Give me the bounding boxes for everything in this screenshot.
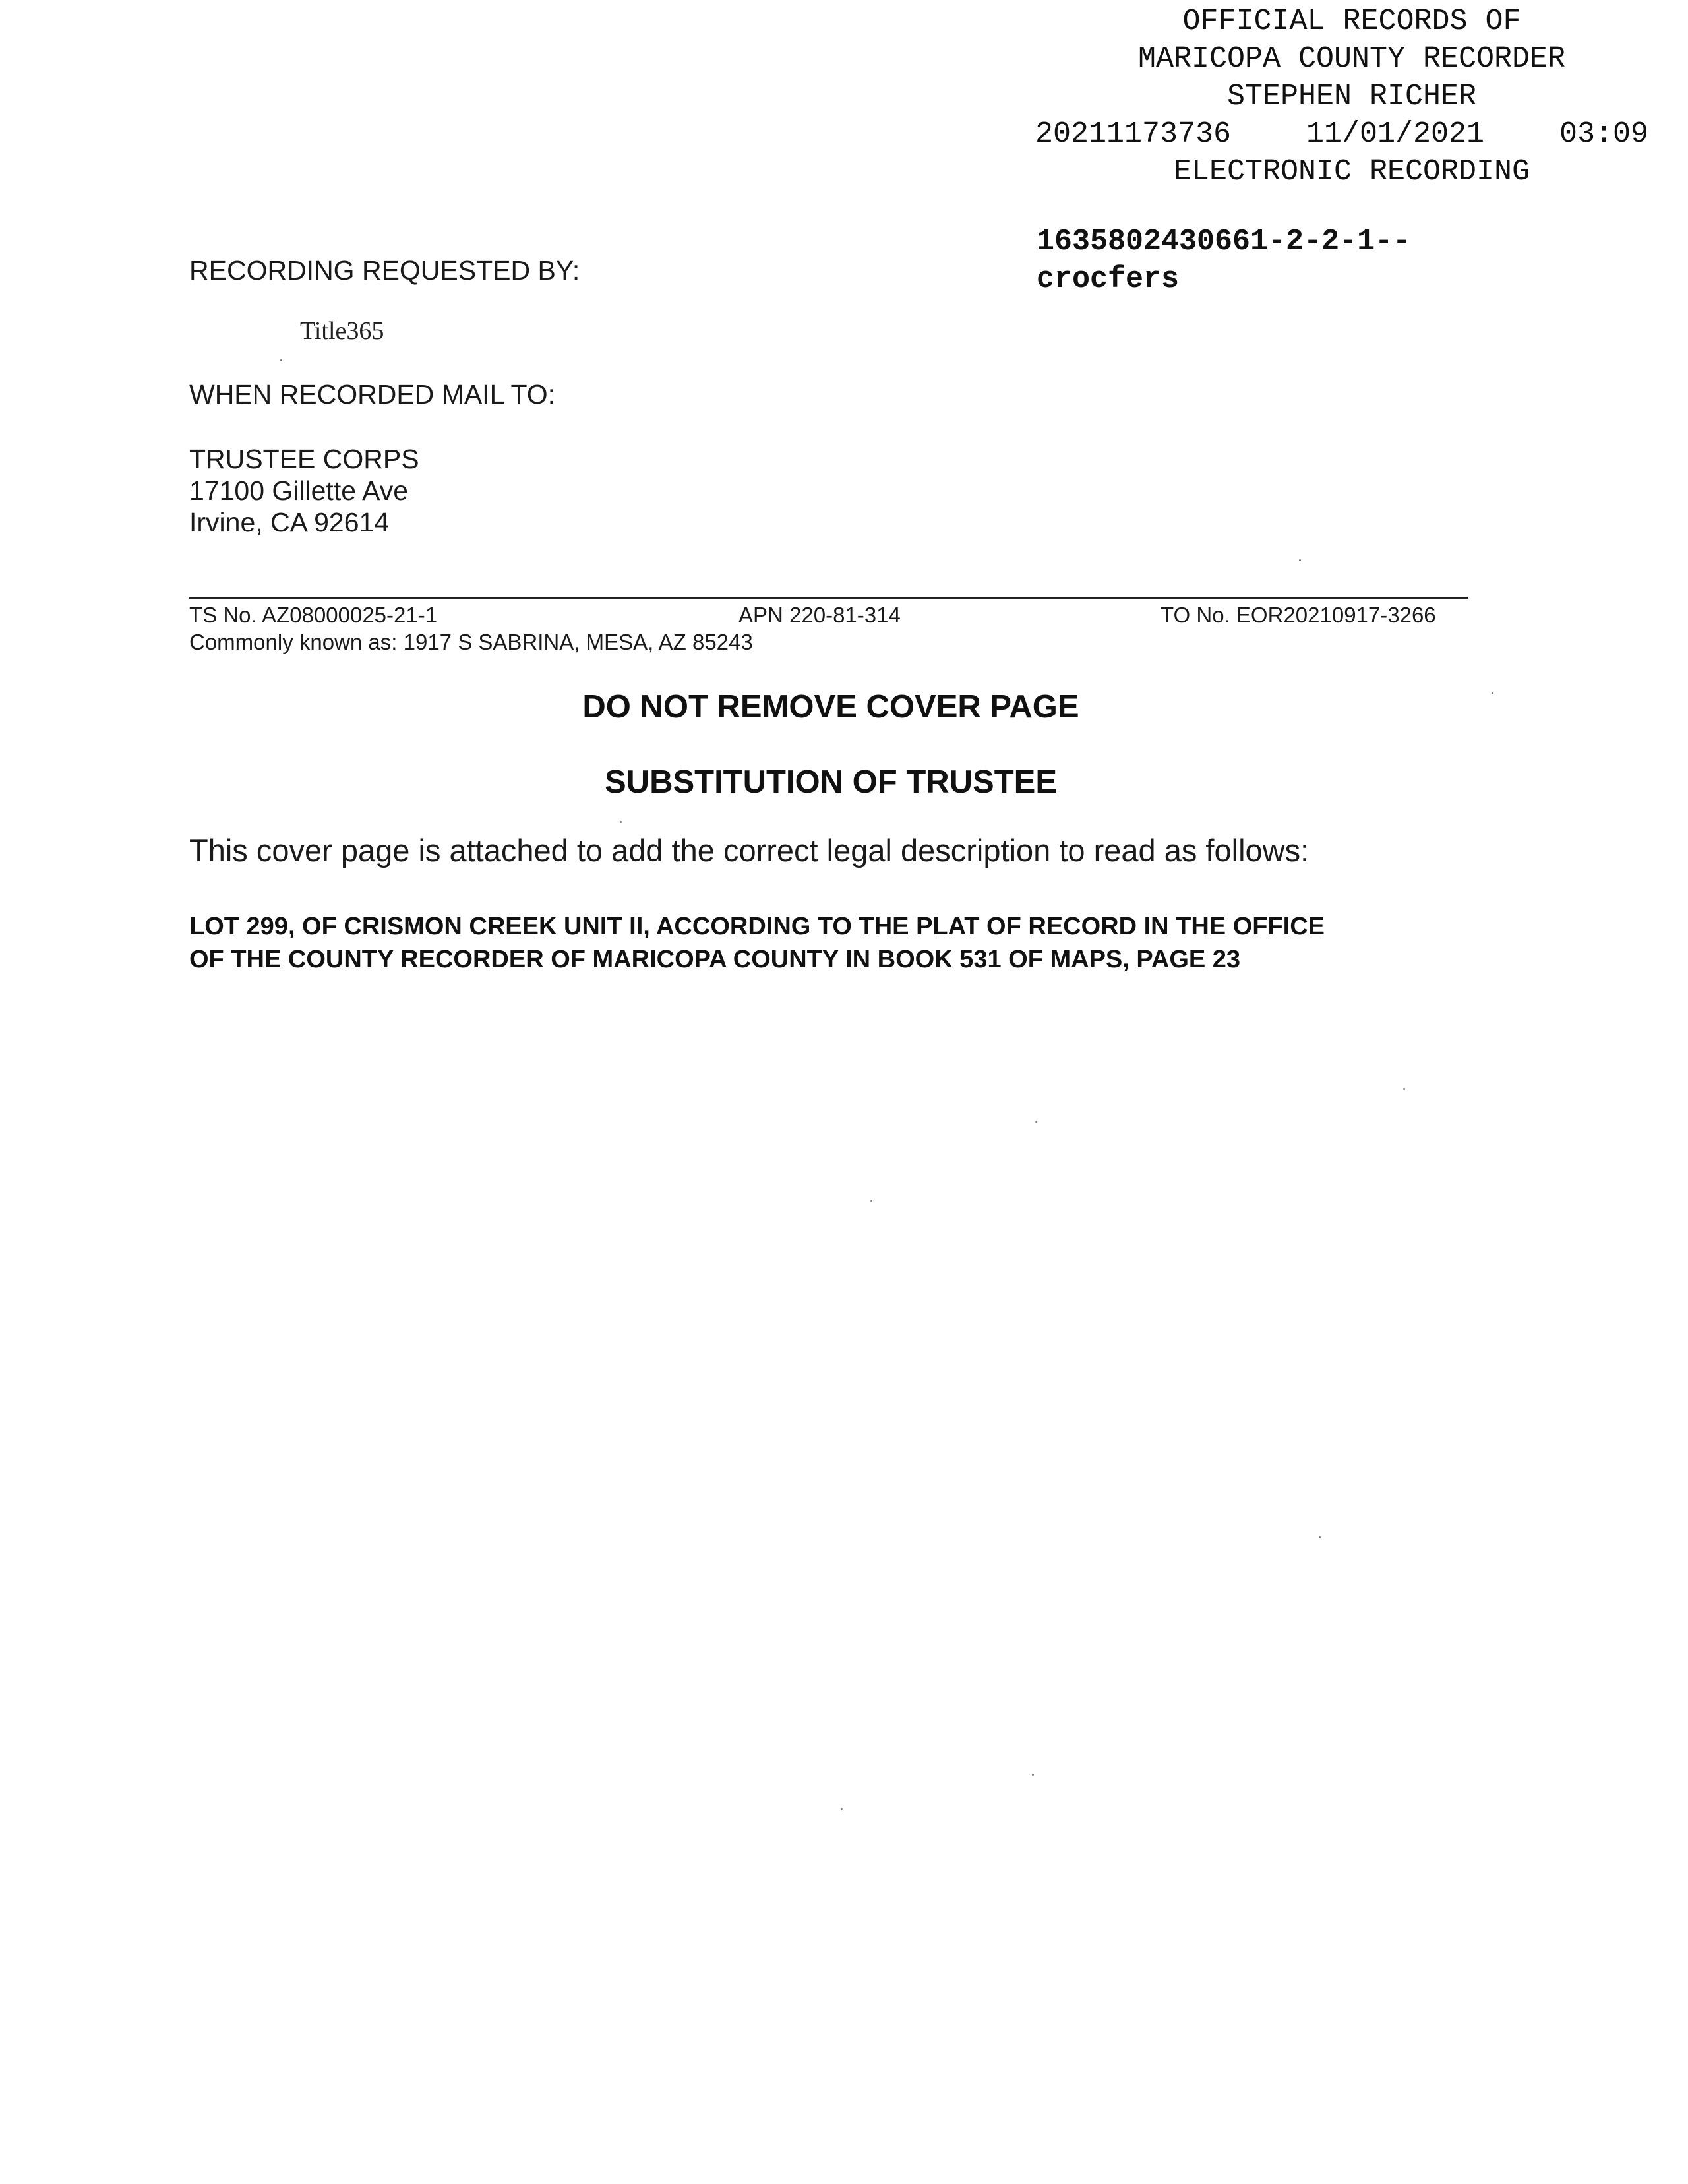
stamp-date: 11/01/2021 xyxy=(1306,117,1485,151)
scan-speck xyxy=(1035,1121,1037,1123)
apn-number: APN 220-81-314 xyxy=(738,603,901,627)
divider-rule xyxy=(189,597,1468,599)
legal-description xyxy=(189,910,1508,976)
mail-to-name: TRUSTEE CORPS xyxy=(189,444,419,474)
scan-speck xyxy=(620,821,622,823)
document-id xyxy=(1037,223,1410,298)
commonly-known-as: Commonly known as: 1917 S SABRINA, MESA, AZ 85243 xyxy=(189,630,753,654)
stamp-line-recorder-name: STEPHEN RICHER xyxy=(1226,80,1477,113)
cover-page-heading: DO NOT REMOVE COVER PAGE xyxy=(582,689,1079,725)
stamp-time: 03:09 xyxy=(1559,117,1648,151)
ts-number: TS No. AZ08000025-21-1 xyxy=(189,603,438,627)
mail-to-address-line-1: 17100 Gillette Ave xyxy=(189,475,409,506)
recorder-stamp xyxy=(1035,3,1668,191)
scan-speck xyxy=(870,1200,872,1202)
mail-to-address-line-2: Irvine, CA 92614 xyxy=(189,507,390,537)
stamp-record-number: 20211173736 xyxy=(1035,117,1232,151)
legal-description-line-2: OF THE COUNTY RECORDER OF MARICOPA COUNTY IN BOOK 531 OF MAPS, PAGE 23 xyxy=(189,946,1241,973)
scan-speck xyxy=(1032,1774,1034,1776)
legal-description-line-1: LOT 299, OF CRISMON CREEK UNIT II, ACCORDING TO THE PLAT OF RECORD IN THE OFFICE xyxy=(189,913,1325,940)
scan-speck xyxy=(1403,1088,1405,1090)
scan-speck xyxy=(841,1808,843,1810)
document-title: SUBSTITUTION OF TRUSTEE xyxy=(605,764,1057,800)
stamp-record-row xyxy=(1035,115,1648,153)
to-number: TO No. EOR20210917-3266 xyxy=(1160,603,1436,627)
scan-speck xyxy=(1319,1536,1321,1538)
document-id-user: crocfers xyxy=(1037,262,1180,296)
stamp-line-county-recorder: MARICOPA COUNTY RECORDER xyxy=(1137,42,1566,76)
stamp-line-official-records: OFFICIAL RECORDS OF xyxy=(1182,5,1521,38)
document-id-number: 1635802430661-2-2-1-- xyxy=(1037,225,1411,258)
recording-requested-label: RECORDING REQUESTED BY: xyxy=(189,255,580,286)
intro-paragraph: This cover page is attached to add the correct legal description to read as follows: xyxy=(189,833,1310,868)
stamp-line-electronic-recording: ELECTRONIC RECORDING xyxy=(1173,155,1530,189)
mail-to-label: WHEN RECORDED MAIL TO: xyxy=(189,379,556,410)
scan-speck xyxy=(280,359,282,361)
scan-speck xyxy=(1299,559,1301,561)
scan-speck xyxy=(1492,692,1493,694)
mail-to-address-block xyxy=(189,443,419,538)
recording-requested-value: Title365 xyxy=(300,317,384,345)
